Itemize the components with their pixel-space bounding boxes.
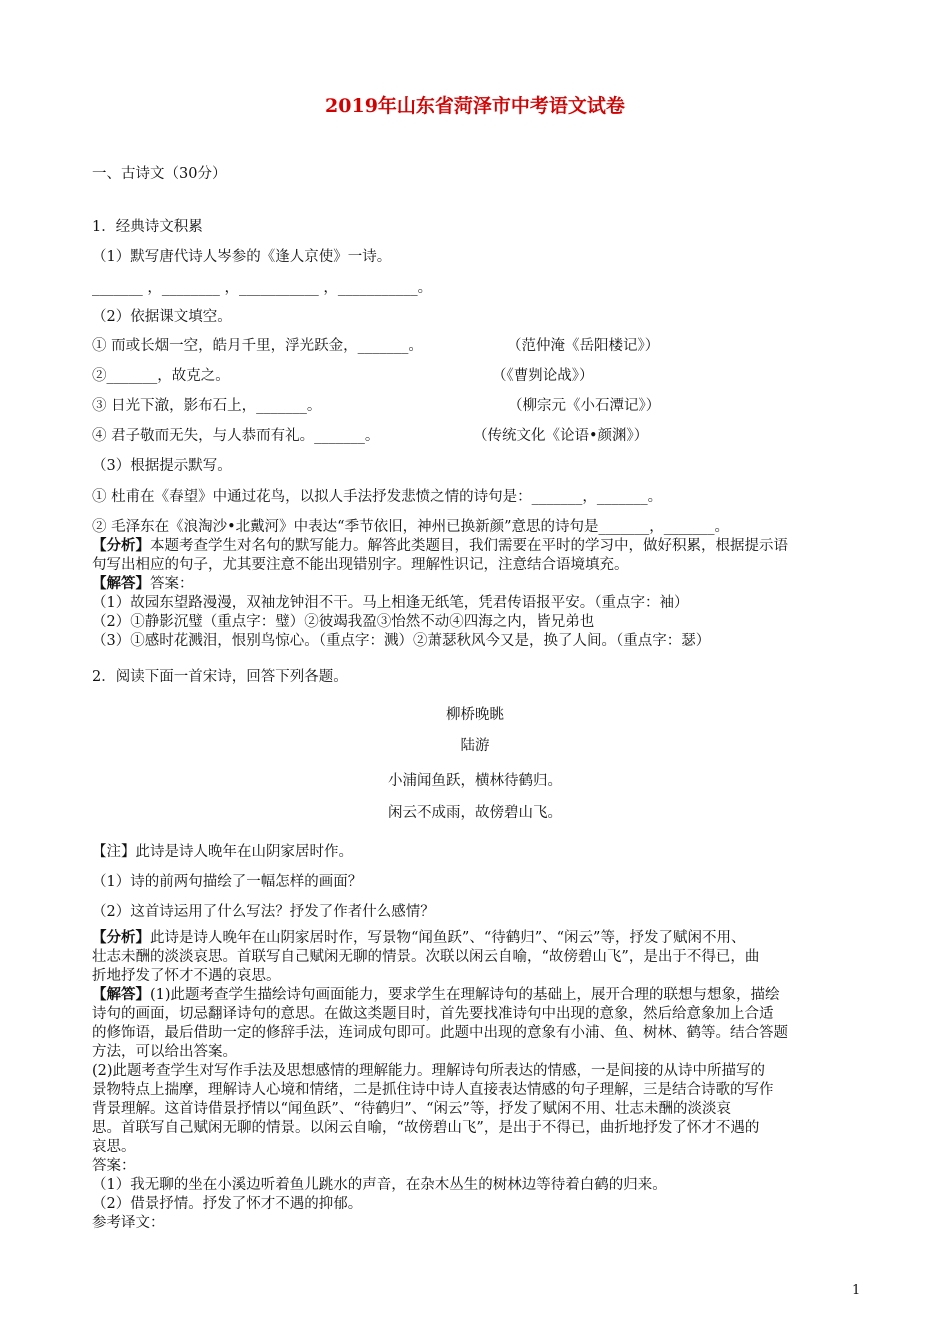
question-2-answer-line-5: (2)此题考查学生对写作手法及思想感情的理解能力。理解诗句所表达的情感，一是间接的从诗中所描写的 — [92, 1063, 766, 1079]
question-2-answer-line-6: 景物特点上揣摩，理解诗人心境和情绪，二是抓住诗中诗人直接表达情感的句子理解，三是结合诗歌的写作 — [92, 1082, 774, 1098]
poem-note: 【注】此诗是诗人晚年在山阴家居时作。 — [92, 844, 353, 860]
answer-label: 【解答】 — [92, 986, 150, 1003]
question-2-answer-line-2: 诗句的画面，切忌翻译诗句的意思。在做这类题目时，首先要找准诗句中出现的意象，然后给意象加上合适 — [92, 1006, 774, 1022]
question-2-answer-line-4: 方法，可以给出答案。 — [92, 1044, 237, 1060]
translation-label: 参考译文： — [92, 1215, 165, 1231]
page-title: 2019年山东省菏泽市中考语文试卷 — [325, 95, 625, 117]
analysis-label: 【分析】 — [92, 537, 150, 554]
fill-item-2: ②_______，故克之。 — [92, 368, 230, 384]
poem-line-1: 小浦闻鱼跃，横林待鹤归。 — [388, 773, 562, 789]
question-1-analysis — [92, 537, 788, 555]
question-2-answer-line-7: 背景理解。这首诗借景抒情以“闻鱼跃”、“待鹤归”、“闲云”等，抒发了赋闲不用、壮志未酬的淡淡哀 — [92, 1101, 731, 1117]
section-heading: 一、古诗文（30分） — [92, 166, 227, 182]
question-1-part-2: （2）依据课文填空。 — [92, 309, 232, 325]
fill-item-4-source: （传统文化《论语•颜渊》） — [473, 428, 649, 444]
question-1-heading: 1．经典诗文积累 — [92, 219, 203, 235]
fill-item-2-source: （《曹刿论战》） — [492, 368, 594, 384]
fill-item-3: ③ 日光下澈，影布石上，_______。 — [92, 398, 322, 414]
fill-item-4: ④ 君子敬而无失，与人恭而有礼。_______。 — [92, 428, 380, 444]
question-1-answer — [92, 575, 194, 593]
question-1-part-3: （3）根据提示默写。 — [92, 458, 232, 474]
question-2-answer-line-3: 的修饰语，最后借助一定的修辞手法，连词成句即可。此题中出现的意象有小浦、鱼、树林、鹤等。结合答题 — [92, 1025, 788, 1041]
analysis-text: 本题考查学生对名句的默写能力。解答此类题目，我们需要在平时的学习中，做好积累，根据提示语 — [150, 538, 788, 554]
poem-title: 柳桥晚眺 — [446, 707, 504, 723]
question-1-part-1-blanks: _______ ，________ ，___________ ，___________。 — [92, 280, 433, 296]
question-2-analysis — [92, 929, 745, 947]
page-number: 1 — [852, 1283, 861, 1298]
question-2-answers-label: 答案： — [92, 1158, 136, 1174]
fill-item-1-source: （范仲淹《岳阳楼记》） — [507, 338, 660, 354]
poem-line-2: 闲云不成雨，故傍碧山飞。 — [388, 805, 562, 821]
answer-text: (1)此题考查学生描绘诗句画面能力，要求学生在理解诗句的基础上，展开合理的联想与想象，描绘 — [150, 987, 780, 1003]
question-1-part-3-item-1: ① 杜甫在《春望》中通过花鸟，以拟人手法抒发悲愤之情的诗句是：_______，_______。 — [92, 489, 663, 505]
fill-item-3-source: （柳宗元《小石潭记》） — [508, 398, 661, 414]
question-2-sub-2: （2）这首诗运用了什么写法？抒发了作者什么感情？ — [92, 904, 435, 920]
question-2-answer-line-9: 哀思。 — [92, 1139, 136, 1155]
question-2-final-answer-2: （2）借景抒情。抒发了怀才不遇的抑郁。 — [92, 1196, 363, 1212]
question-1-part-3-item-2: ② 毛泽东在《浪淘沙•北戴河》中表达“季节依旧，神州已换新颜”意思的诗句是_______，_______。 — [92, 519, 729, 535]
analysis-text: 此诗是诗人晚年在山阴家居时作，写景物“闻鱼跃”、“待鹤归”、“闲云”等，抒发了赋闲不用、 — [150, 930, 746, 946]
question-1-analysis-cont: 句写出相应的句子，尤其要注意不能出现错别字。理解性识记，注意结合语境填充。 — [92, 557, 629, 573]
answer-label: 【解答】 — [92, 575, 150, 592]
question-2-answer-line-8: 思。首联写自己赋闲无聊的情景。以闲云自喻，“故傍碧山飞”，是出于不得已，曲折地抒发了怀才不遇的 — [92, 1120, 760, 1136]
question-2-sub-1: （1）诗的前两句描绘了一幅怎样的画面？ — [92, 874, 363, 890]
question-1-part-1: （1）默写唐代诗人岑参的《逢人京使》一诗。 — [92, 249, 392, 265]
question-1-answer-3: （3）①感时花溅泪，恨别鸟惊心。（重点字：溅）②萧瑟秋风今又是，换了人间。（重点字：瑟） — [92, 633, 711, 649]
question-2-final-answer-1: （1）我无聊的坐在小溪边听着鱼儿跳水的声音，在杂木丛生的树林边等待着白鹤的归来。 — [92, 1177, 667, 1193]
question-2-analysis-line-2: 壮志未酬的淡淡哀思。首联写自己赋闲无聊的情景。次联以闲云自喻，“故傍碧山飞”，是出于不得已，曲 — [92, 949, 760, 965]
question-1-answer-2: （2）①静影沉璧（重点字：璧）②彼竭我盈③怡然不动④四海之内，皆兄弟也 — [92, 614, 595, 630]
fill-item-1: ① 而或长烟一空，皓月千里，浮光跃金，_______。 — [92, 338, 423, 354]
question-2-heading: 2．阅读下面一首宋诗，回答下列各题。 — [92, 669, 348, 685]
answer-text: 答案： — [150, 576, 194, 592]
question-2-answer — [92, 986, 780, 1004]
question-1-answer-1: （1）故园东望路漫漫，双袖龙钟泪不干。马上相逢无纸笔，凭君传语报平安。（重点字：袖） — [92, 595, 689, 611]
poem-author: 陆游 — [460, 738, 490, 754]
question-2-analysis-line-3: 折地抒发了怀才不遇的哀思。 — [92, 968, 281, 984]
analysis-label: 【分析】 — [92, 929, 150, 946]
